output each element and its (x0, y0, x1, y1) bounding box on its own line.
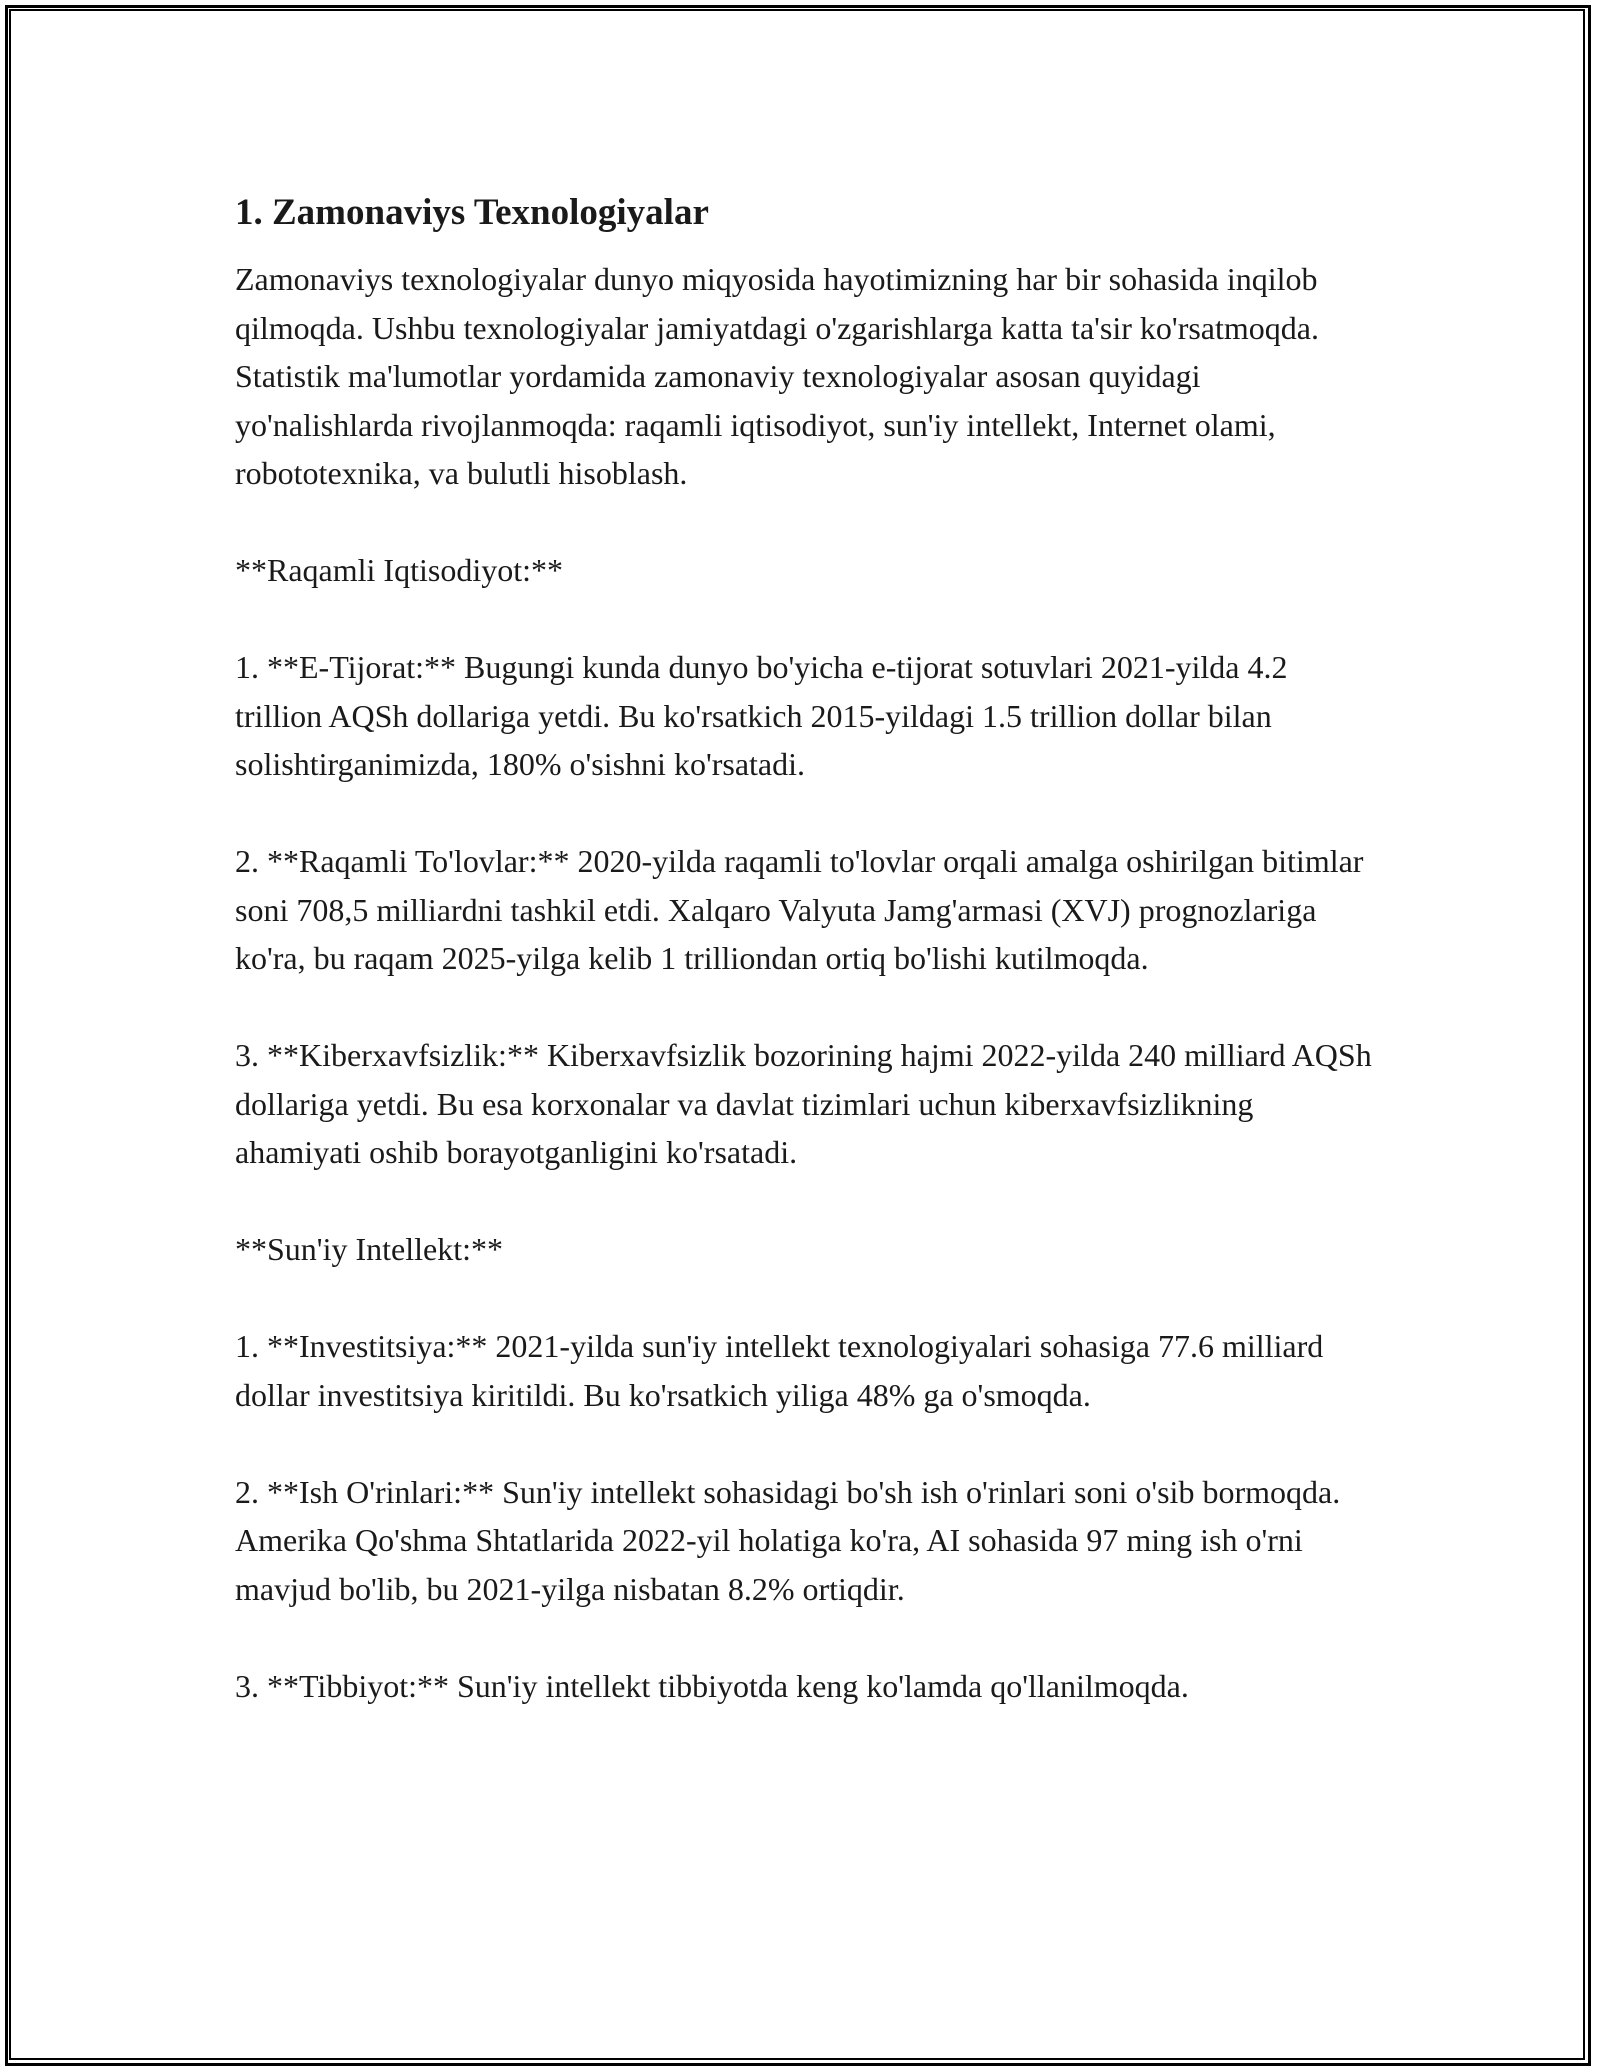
list-item-cybersecurity: 3. **Kiberxavfsizlik:** Kiberxavfsizlik bozorining hajmi 2022-yilda 240 milliard AQSh dollariga yetdi. Bu esa korxonalar va davlat tizimlari uchun kiberxavfsizlikning ahamiyati oshib borayotganligini ko'rsatadi. (235, 1037, 1372, 1170)
list-item-investment: 1. **Investitsiya:** 2021-yilda sun'iy intellekt texnologiyalari sohasiga 77.6 milliard dollar investitsiya kiritildi. Bu ko'rsatkich yiliga 48% ga o'smoqda. (235, 1328, 1324, 1413)
section-heading-artificial-intelligence: **Sun'iy Intellekt:** (235, 1231, 503, 1267)
section-heading-digital-economy: **Raqamli Iqtisodiyot:** (235, 552, 563, 588)
list-item-jobs: 2. **Ish O'rinlari:** Sun'iy intellekt sohasidagi bo'sh ish o'rinlari soni o'sib bormoqda. Amerika Qo'shma Shtatlarida 2022-yil holatiga ko'ra, AI sohasida 97 ming ish o'rni mavjud bo'lib, bu 2021-yilga nisbatan 8.2% ortiqdir. (235, 1473, 1341, 1607)
list-item-medicine: 3. **Tibbiyot:** Sun'iy intellekt tibbiyotda keng ko'lamda qo'llanilmoqda. (235, 1667, 1189, 1704)
list-item-e-commerce: 1. **E-Tijorat:** Bugungi kunda dunyo bo'yicha e-tijorat sotuvlari 2021-yilda 4.2 trillion AQSh dollariga yetdi. Bu ko'rsatkich 2015-yildagi 1.5 trillion dollar bilan solishtirganimizda, 180% o'sishni ko'rsatadi. (235, 649, 1288, 782)
document-body (235, 185, 1375, 1710)
intro-paragraph: Zamonaviys texnologiyalar dunyo miqyosida hayotimizning har bir sohasida inqilob qilmoqda. Ushbu texnologiyalar jamiyatdagi o'zgarishlarga katta ta'sir ko'rsatmoqda. Statistik ma'lumotlar yordamida zamonaviy texnologiyalar asosan quyidagi yo'nalishlarda rivojlanmoqda: raqamli iqtisodiyot, sun'iy intellekt, Internet olami, robototexnika, va bulutli hisoblash. (235, 261, 1319, 491)
list-item-digital-payments: 2. **Raqamli To'lovlar:** 2020-yilda raqamli to'lovlar orqali amalga oshirilgan bitimlar soni 708,5 milliardni tashkil etdi. Xalqaro Valyuta Jamg'armasi (XVJ) prognozlariga ko'ra, bu raqam 2025-yilga kelib 1 trilliondan ortiq bo'lishi kutilmoqda. (235, 843, 1364, 976)
document-title: 1. Zamonaviys Texnologiyalar (235, 192, 709, 233)
